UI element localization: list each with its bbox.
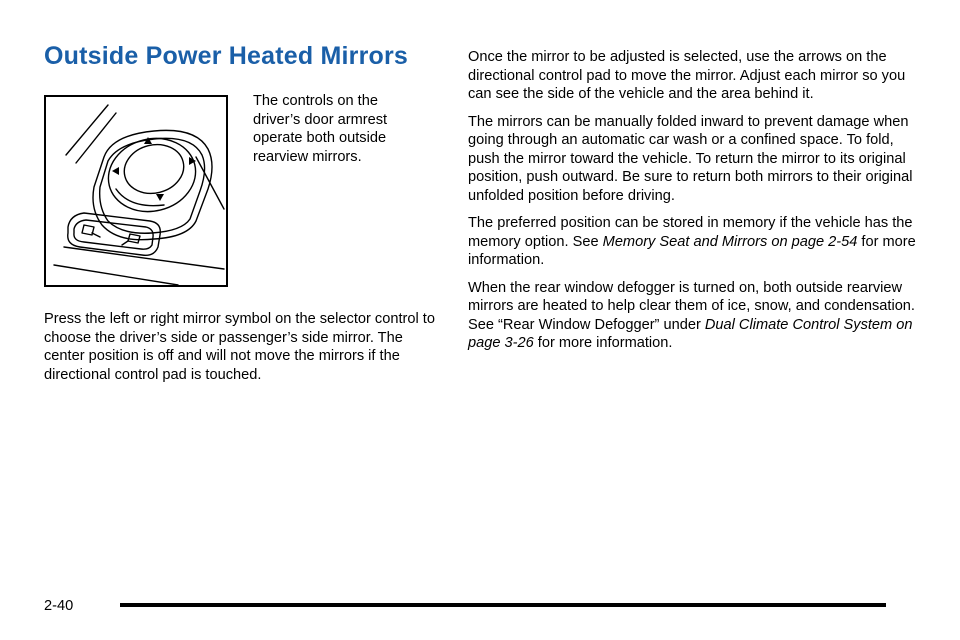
memory-paragraph: [468, 214, 918, 270]
climate-control-link[interactable]: Dual Climate Control System on page 3-26: [468, 316, 913, 351]
selector-paragraph: Press the left or right mirror symbol on the selector control to choose the driver’s side or passenger’s side mirror. The center position is off and will not move the mirrors if the directional control pad is touched.: [44, 311, 435, 383]
page-number: 2-40: [44, 598, 74, 614]
memory-text: The preferred position can be stored in memory if the vehicle has the memory option. See: [468, 215, 913, 250]
fold-paragraph: The mirrors can be manually folded inward to prevent damage when going through an automatic car wash or a confined space. To fold, push the mirror toward the vehicle. To return the mirror to its original position, push outward. Be sure to return both mirrors to their original unfolded position before driving.: [468, 113, 913, 204]
memory-seat-link[interactable]: Memory Seat and Mirrors on page 2-54: [602, 233, 858, 250]
memory-text-end: for more information.: [468, 233, 916, 268]
defogger-text: When the rear window defogger is turned on, both outside rearview mirrors are heated to help clear them of ice, snow, and condensation. See “Rear Window Defogger” under: [468, 279, 915, 333]
right-column: [468, 48, 918, 362]
mirror-control-drawing: [46, 97, 226, 285]
footer-rule: [120, 603, 886, 607]
mirror-control-illustration: [44, 95, 228, 287]
section-heading: Outside Power Heated Mirrors: [44, 42, 409, 70]
figure-caption: The controls on the driver’s door armrest operate both outside rearview mirrors.: [253, 93, 388, 165]
adjust-paragraph: Once the mirror to be adjusted is selected, use the arrows on the directional control pad to move the mirror. Adjust each mirror so you can see the side of the vehicle and the area behind it.: [468, 49, 906, 102]
defogger-paragraph: [468, 279, 918, 353]
defogger-text-end: for more information.: [533, 335, 673, 351]
